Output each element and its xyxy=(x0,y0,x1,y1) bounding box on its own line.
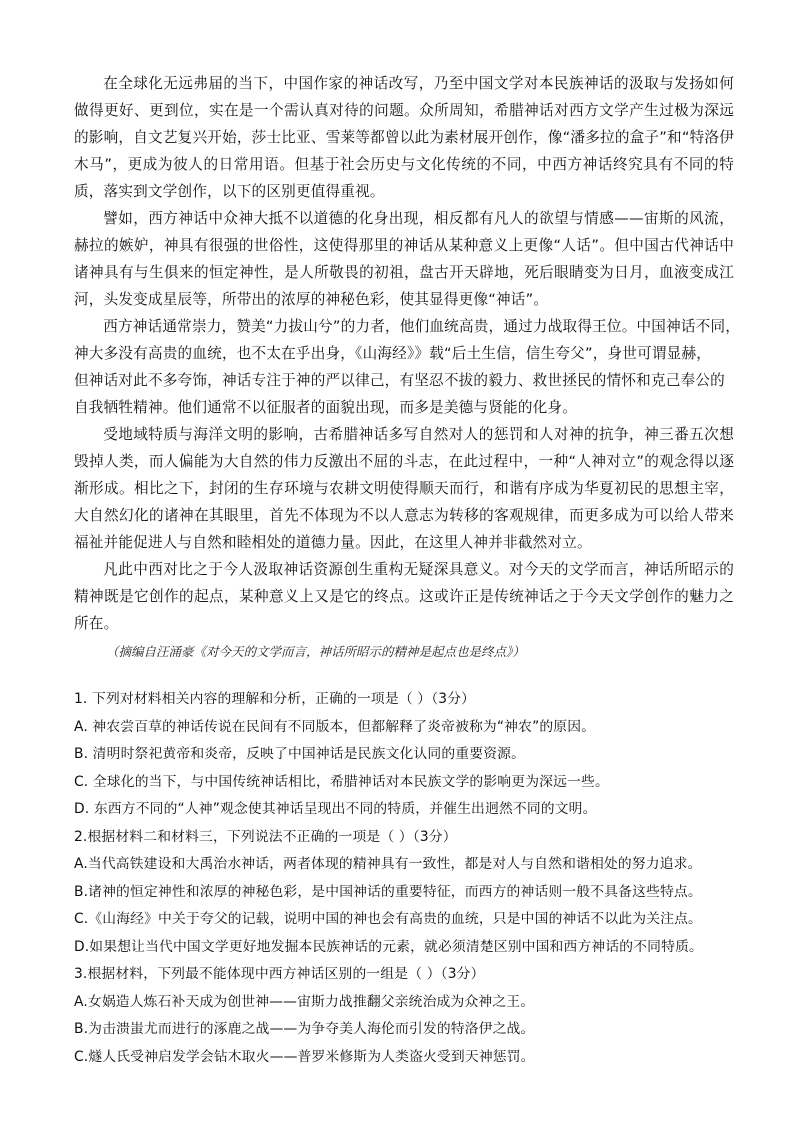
passage-source: （摘编自汪涌豪《对今天的文学而言，神话所昭示的精神是起点也是终点》） xyxy=(106,644,525,659)
passage-paragraph-3-line: 神大多没有高贵的血统，也不太在乎出身，《山海经》》载“后土生信，信生夸父”，身世可谓显赫， xyxy=(74,345,712,362)
question-stem: 2.根据材料二和材料三，下列说法不正确的一项是（ ）（3分） xyxy=(74,828,457,845)
question-option: C.燧人氏受神启发学会钻木取火——普罗米修斯为人类盗火受到天神惩罚。 xyxy=(74,1048,535,1065)
question-option: B. 清明时祭祀黄帝和炎帝，反映了中国神话是民族文化认同的重要资源。 xyxy=(74,746,526,762)
passage-paragraph-3-line: 自我牺牲精神。他们通常不以征服者的面貌出现，而多是美德与贤能的化身。 xyxy=(74,399,577,416)
questions xyxy=(74,686,734,1071)
passage xyxy=(74,70,741,664)
question-option: B.诸神的恒定神性和浓厚的神秘色彩，是中国神话的重要特征，而西方的神话则一般不具备这些特点。 xyxy=(74,883,702,900)
passage-paragraph-1: 在全球化无远弗届的当下，中国作家的神话改写，乃至中国文学对本民族神话的汲取与发扬如何做得更好、更到位，实在是一个需认真对待的问题。众所周知，希腊神话对西方文学产生过极为深远的影响，自文艺复兴开始，莎士比亚、雪莱等都曾以此为素材展开创作，像“潘多拉的盒子”和“特洛伊木马”，更成为彼人的日常用语。但基于社会历史与文化传统的不同，中西方神话终究具有不同的特质，落实到文学创作，以下的区别更值得重视。 xyxy=(74,75,734,200)
question-option: C. 全球化的当下，与中国传统神话相比，希腊神话对本民族文学的影响更为深远一些。 xyxy=(74,773,609,790)
document-page xyxy=(74,70,741,1071)
question-3 xyxy=(74,961,734,1071)
passage-paragraph-3-line: 但神话对此不多夸饰，神话专注于神的严以律己，有坚忍不拔的毅力、救世拯民的情怀和克己奉公的 xyxy=(74,372,725,389)
question-option: C.《山海经》中关于夸父的记载，说明中国的神也会有高贵的血统，只是中国的神话不以此为关注点。 xyxy=(74,911,702,927)
passage-paragraph-5: 凡此中西对比之于今人汲取神话资源创生重构无疑深具意义。对今天的文学而言，神话所昭示的精神既是它创作的起点，某种意义上又是它的终点。这或许正是传统神话之于今天文学创作的魅力之所在。 xyxy=(74,561,734,632)
question-option: D.如果想让当代中国文学更好地发掘本民族神话的元素，就必须清楚区别中国和西方神话的不同特质。 xyxy=(74,938,703,955)
question-option: D. 东西方不同的“人神”观念使其神话呈现出不同的特质，并催生出迥然不同的文明。 xyxy=(74,801,597,817)
question-2 xyxy=(74,824,734,962)
passage-paragraph-2: 譬如，西方神话中众神大抵不以道德的化身出现，相反都有凡人的欲望与情感——宙斯的风流，赫拉的嫉妒，神具有很强的世俗性，这使得那里的神话从某种意义上更像“人话”。但中国古代神话中诸神具有与生俱来的恒定神性，是人所敬畏的初祖，盘古开天辟地，死后眼睛变为日月，血液变成江河，头发变成星辰等，所带出的浓厚的神秘色彩，使其显得更像“神话”。 xyxy=(74,210,734,308)
passage-paragraph-3-line: 西方神话通常崇力，赞美“力拔山兮”的力者，他们血统高贵，通过力战取得王位。中国神话不同， xyxy=(103,318,741,335)
question-option: A. 神农尝百草的神话传说在民间有不同版本，但都解释了炎帝被称为“神农”的原因。 xyxy=(74,718,596,735)
question-stem: 1. 下列对材料相关内容的理解和分析，正确的一项是（ ）（3分） xyxy=(74,691,476,707)
question-1 xyxy=(74,686,734,824)
passage-paragraph-3 xyxy=(74,313,741,421)
passage-paragraph-4: 受地域特质与海洋文明的影响，古希腊神话多写自然对人的惩罚和人对神的抗争，神三番五次想毁掉人类，而人偏能为大自然的伟力反激出不屈的斗志，在此过程中，一种“人神对立”的观念得以逐渐形成。相比之下，封闭的生存环境与农耕文明使得顺天而行，和谐有序成为华夏初民的思想主宰，大自然幻化的诸神在其眼里，首先不体现为不以人意志为转移的客观规律，而更多成为可以给人带来福祉并能促进人与自然和睦相处的道德力量。因此，在这里人神并非截然对立。 xyxy=(74,426,734,551)
question-stem: 3.根据材料，下列最不能体现中西方神话区别的一组是（ ）（3分） xyxy=(74,966,485,982)
question-option: A.当代高铁建设和大禹治水神话，两者体现的精神具有一致性，都是对人与自然和谐相处的努力追求。 xyxy=(74,856,702,872)
question-option: B.为击溃蚩尤而进行的涿鹿之战——为争夺美人海伦而引发的特洛伊之战。 xyxy=(74,1021,535,1037)
question-option: A.女娲造人炼石补天成为创世神——宙斯力战推翻父亲统治成为众神之王。 xyxy=(74,993,535,1010)
